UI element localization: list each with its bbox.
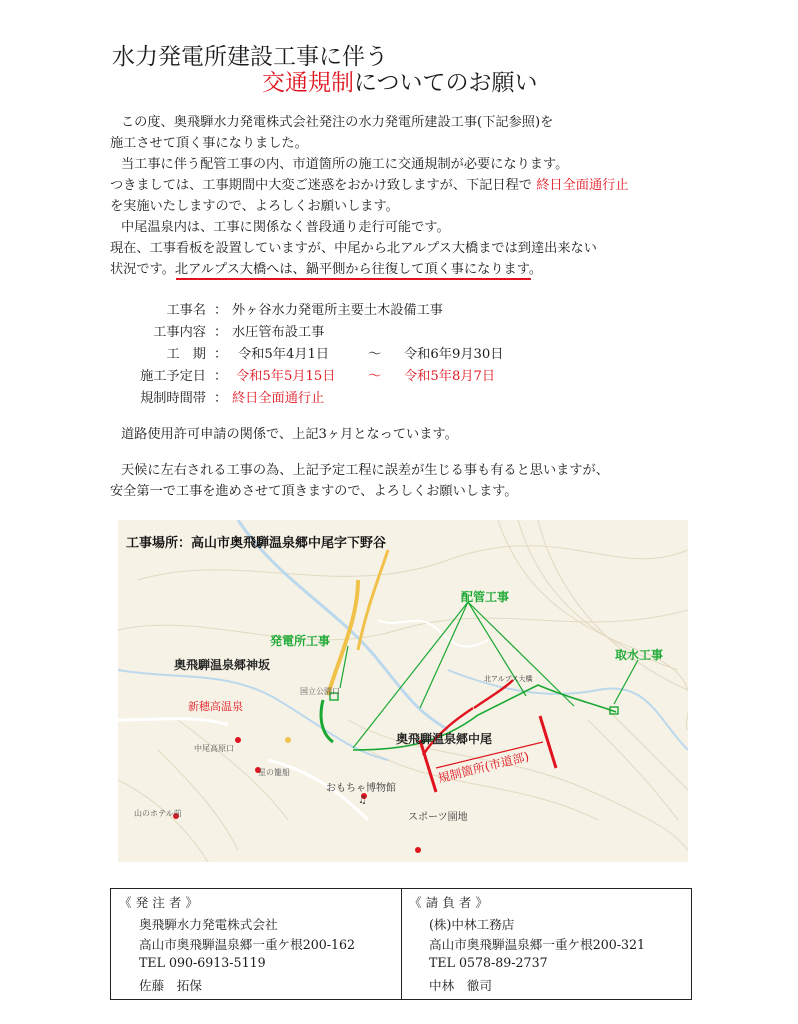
orderer-address: 高山市奥飛騨温泉郷一重ケ根200-162 (139, 937, 356, 952)
detail-colon: ： (214, 325, 228, 340)
map-piping-label: 配管工事 (461, 590, 510, 604)
body-line-4-text: つきましては、工事期間中大変ご迷惑をおかけ致しますが、下記日程で (110, 178, 532, 193)
map-yama-hotel-label: 山のホテル前 (134, 809, 182, 818)
orderer-person: 佐藤 拓保 (139, 978, 202, 993)
body-line-6: 中尾温泉内は、工事に関係なく普段通り走行可能です。 (121, 220, 450, 235)
note-line-3: 安全第一で工事を進めさせて頂きますので、よろしくお願いします。 (110, 484, 518, 499)
detail-colon: ： (214, 303, 228, 318)
map-hoshi-label: 星の籠船 (258, 768, 290, 777)
map-kokuritsu-label: 国立公園口 (300, 687, 340, 696)
detail-label-period: 工 期 (166, 347, 206, 362)
detail-label-plan: 施工予定日 (140, 369, 206, 384)
map-regulated-label: 規制箇所(市道部) (436, 749, 531, 786)
title-rest: についてのお願い (354, 70, 538, 96)
body-line-4-highlight: 終日全面通行止 (536, 178, 629, 193)
body-line-4 (110, 176, 629, 197)
body-line-1: この度、奥飛騨水力発電株式会社発注の水力発電所建設工事(下記参照)を (121, 115, 554, 130)
orderer-company: 奥飛騨水力発電株式会社 (139, 917, 278, 932)
detail-value-content: 水圧管布設工事 (232, 325, 325, 340)
contractor-address: 高山市奥飛騨温泉郷一重ケ根200-321 (429, 937, 646, 952)
detail-label-name: 工事名 (166, 303, 206, 318)
contractor-tel: TEL 0578-89-2737 (429, 955, 548, 970)
note-line-1: 道路使用許可申請の関係で、上記3ヶ月となっています。 (121, 427, 458, 442)
body-line-5: を実施いたしますので、よろしくお願いします。 (110, 199, 399, 214)
detail-label-regulation: 規制時間帯 (140, 391, 206, 406)
detail-value-regulation: 終日全面通行止 (232, 391, 325, 406)
detail-plan-end: 令和5年8月7日 (404, 369, 496, 384)
emphasis-underline (176, 278, 531, 280)
museum-icon: ♫ (358, 795, 367, 806)
body-line-8-text: 状況です。 (110, 262, 175, 277)
body-line-7: 現在、工事看板を設置していますが、中尾から北アルプス大橋までは到達出来ない (110, 241, 597, 256)
body-line-3: 当工事に伴う配管工事の内、市道箇所の施工に交通規制が必要になります。 (121, 157, 569, 172)
contact-divider (401, 889, 402, 999)
orderer-tel: TEL 090-6913-5119 (139, 955, 266, 970)
map-nakao-label: 奥飛騨温泉郷中尾 (396, 732, 493, 746)
map-alps-bridge-label: 北アルプス大橋 (484, 675, 533, 683)
map-site-label: 工事場所：高山市奥飛騨温泉郷中尾字下野谷 (126, 536, 387, 551)
contractor-person: 中林 徹司 (429, 978, 492, 993)
contact-box (110, 888, 692, 1000)
map-shinhotaka-label: 新穂高温泉 (188, 700, 243, 713)
detail-plan-start: 令和5年5月15日 (236, 369, 336, 384)
detail-period-tilde: ～ (368, 347, 382, 362)
body-line-2: 施工させて頂く事になりました。 (110, 136, 308, 151)
title-line-1: 水力発電所建設工事に伴う (112, 44, 388, 70)
map-intake-label: 取水工事 (615, 648, 664, 662)
detail-colon: ： (214, 347, 228, 362)
body-line-8-emphasis: 北アルプス大橋へは、鍋平側から往復して頂く事になります。 (174, 262, 543, 277)
map-powerhouse-label: 発電所工事 (270, 634, 331, 648)
note-line-2: 天候に左右される工事の為、上記予定工程に誤差が生じる事も有ると思いますが、 (121, 463, 609, 478)
detail-colon: ： (214, 369, 228, 384)
detail-value-name: 外ヶ谷水力発電所主要土木設備工事 (232, 303, 443, 318)
map-sports-label: スポーツ園地 (408, 812, 468, 823)
detail-period-end: 令和6年9月30日 (404, 347, 504, 362)
detail-label-content: 工事内容 (153, 325, 206, 340)
map-graphics (118, 520, 688, 862)
detail-colon: ： (214, 391, 228, 406)
contractor-company: (株)中林工務店 (429, 917, 515, 932)
map-kamitakara-label: 奥飛騨温泉郷神坂 (174, 658, 271, 672)
title-highlight: 交通規制 (262, 70, 354, 96)
map-nakao-kogen-label: 中尾高原口 (194, 744, 234, 753)
contractor-heading: 《 請 負 者 》 (409, 895, 488, 910)
detail-period-start: 令和5年4月1日 (238, 347, 330, 362)
detail-plan-tilde: ～ (368, 369, 382, 384)
map-toy-museum-label: おもちゃ博物館 (326, 783, 396, 794)
title-line-2 (262, 64, 538, 97)
orderer-heading: 《 発 注 者 》 (119, 895, 198, 910)
construction-map (118, 520, 688, 862)
